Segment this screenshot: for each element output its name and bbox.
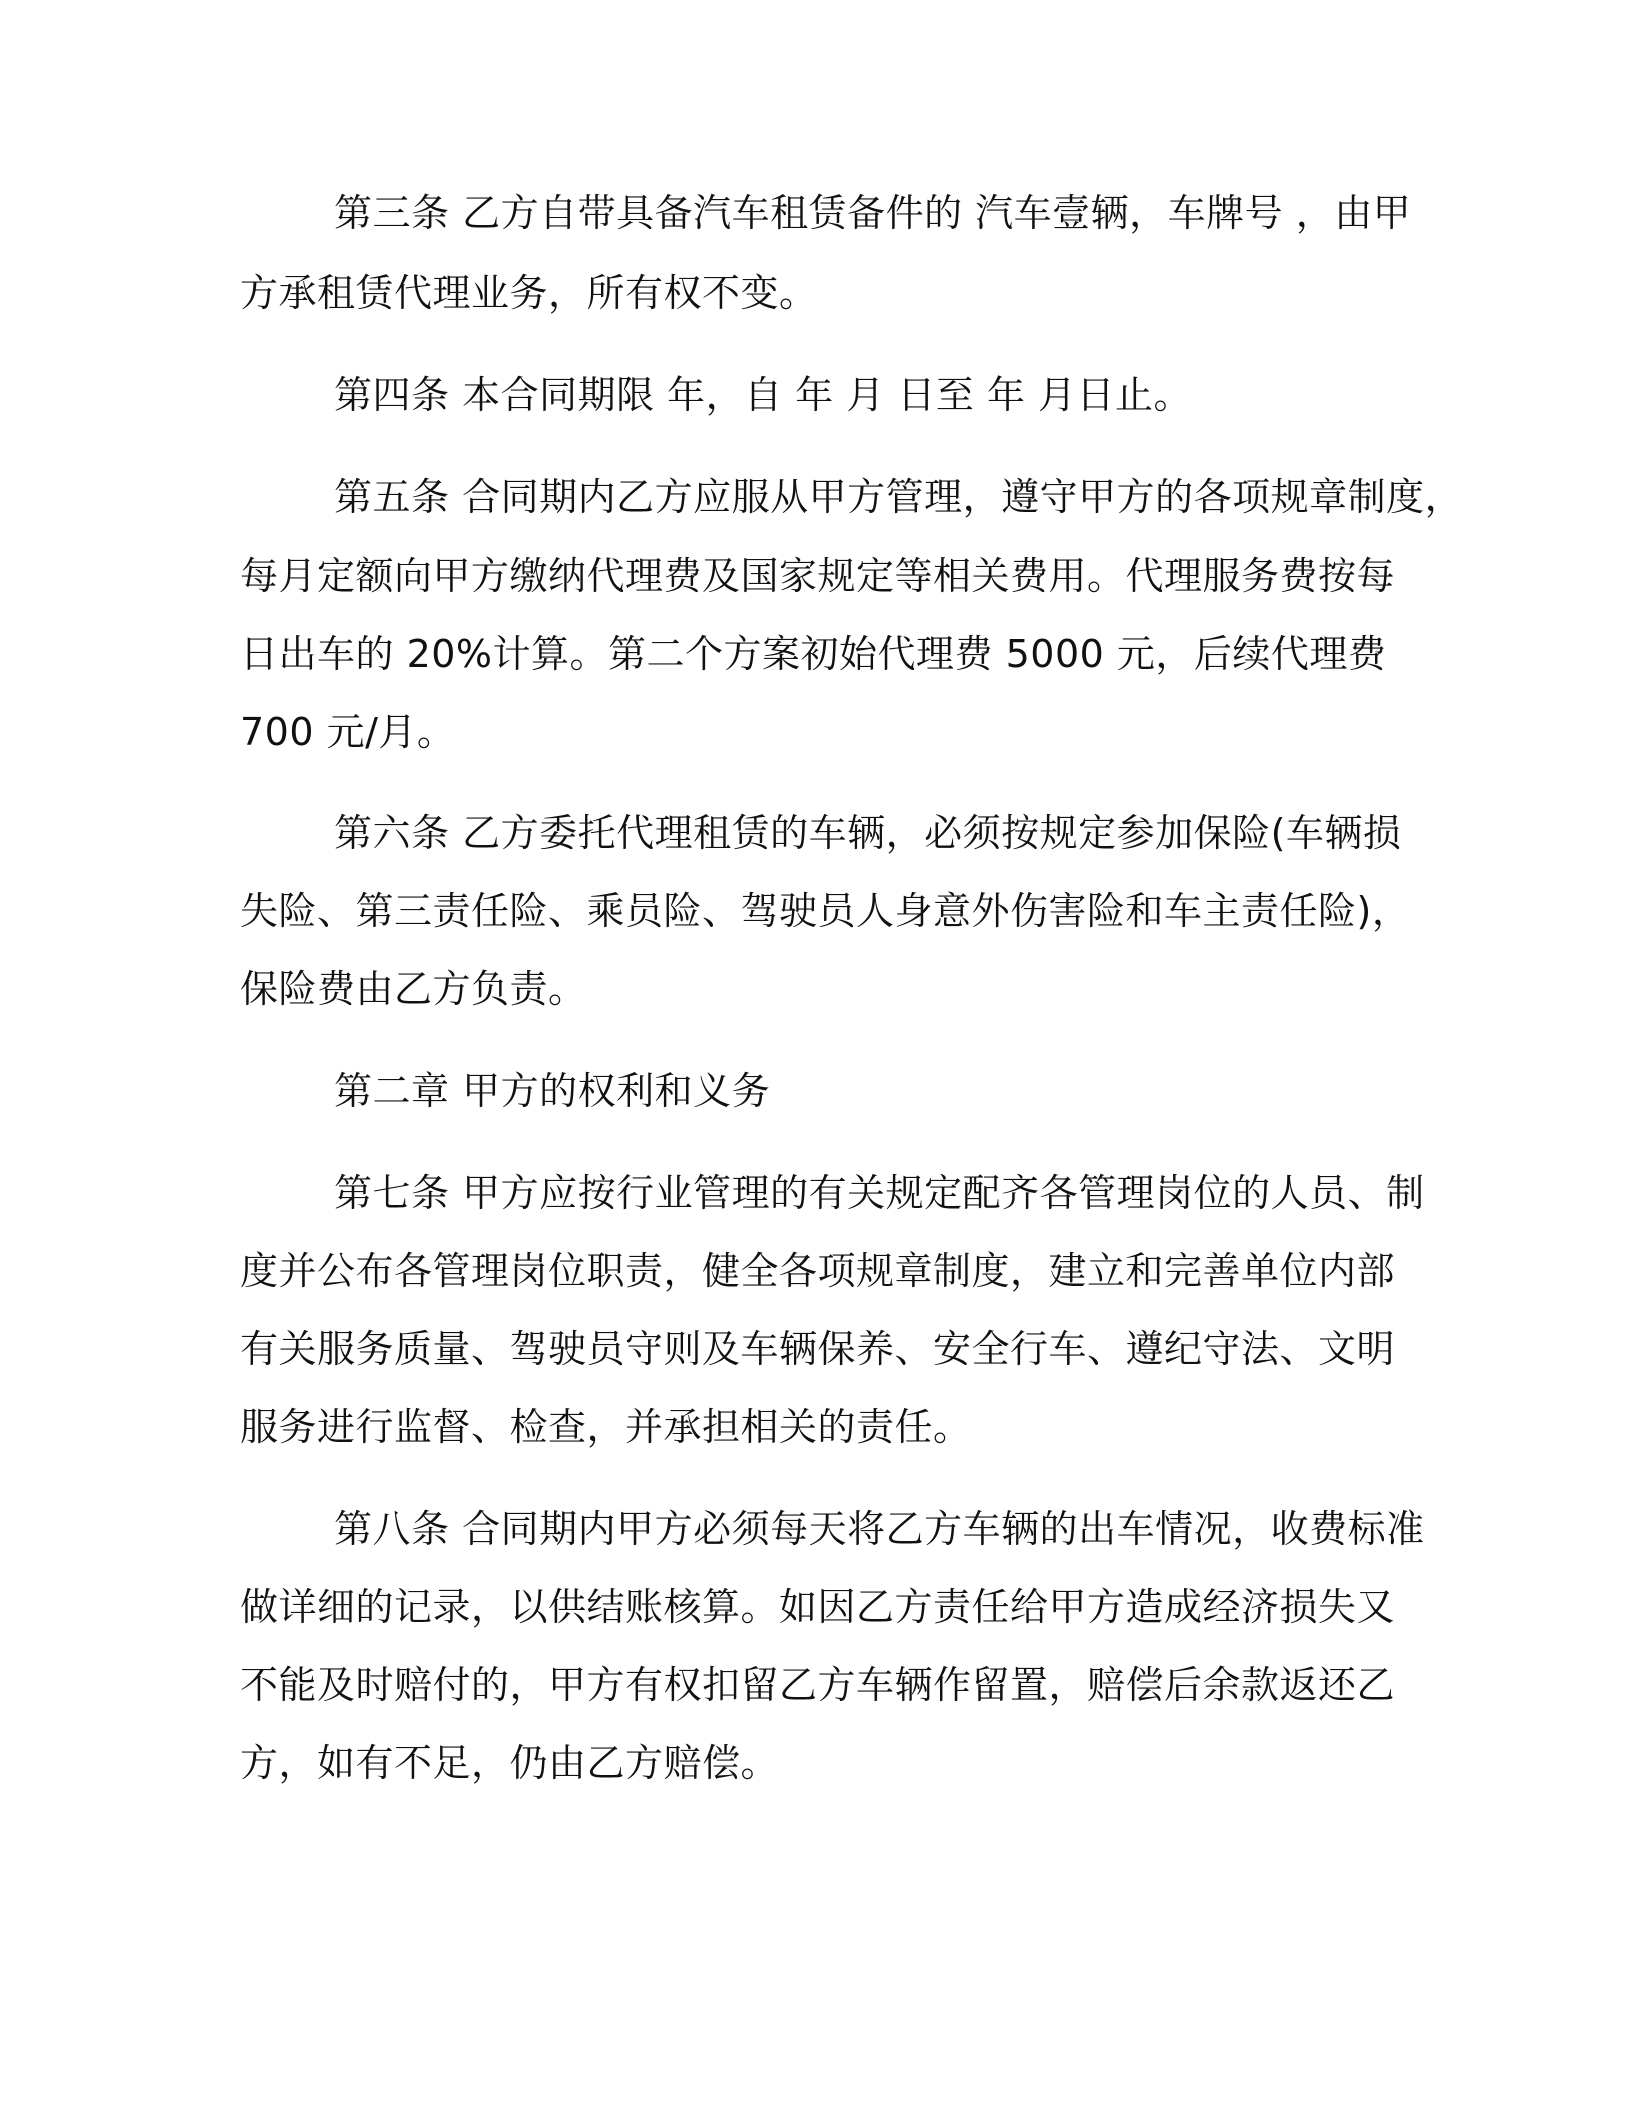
text-line: 每月定额向甲方缴纳代理费及国家规定等相关费用。代理服务费按每 xyxy=(240,554,1396,598)
text-line: 第五条 合同期内乙方应服从甲方管理，遵守甲方的各项规章制度， xyxy=(334,475,1464,519)
text-line: 不能及时赔付的，甲方有权扣留乙方车辆作留置，赔偿后余款返还乙 xyxy=(240,1663,1396,1707)
text-line: 日出车的 20%计算。第二个方案初始代理费 5000 元，后续代理费 xyxy=(240,632,1387,676)
text-line: 有关服务质量、驾驶员守则及车辆保养、安全行车、遵纪守法、文明 xyxy=(240,1327,1396,1371)
text-line: 700 元/月。 xyxy=(240,710,456,754)
chapter-heading: 第二章 甲方的权利和义务 xyxy=(334,1069,771,1113)
text-line: 第三条 乙方自带具备汽车租赁备件的 汽车壹辆，车牌号 ，由甲 xyxy=(334,191,1412,235)
text-line: 方承租赁代理业务，所有权不变。 xyxy=(240,271,818,315)
text-line: 第八条 合同期内甲方必须每天将乙方车辆的出车情况，收费标准 xyxy=(334,1507,1425,1551)
text-line: 方，如有不足，仍由乙方赔偿。 xyxy=(240,1741,780,1785)
text-line: 第七条 甲方应按行业管理的有关规定配齐各管理岗位的人员、制 xyxy=(334,1171,1425,1215)
text-line: 失险、第三责任险、乘员险、驾驶员人身意外伤害险和车主责任险)， xyxy=(240,889,1411,933)
text-line: 服务进行监督、检查，并承担相关的责任。 xyxy=(240,1405,972,1449)
text-line: 度并公布各管理岗位职责，健全各项规章制度，建立和完善单位内部 xyxy=(240,1249,1396,1293)
text-line: 第六条 乙方委托代理租赁的车辆，必须按规定参加保险(车辆损 xyxy=(334,811,1402,855)
text-line: 第四条 本合同期限 年，自 年 月 日至 年 月日止。 xyxy=(334,373,1193,417)
text-line: 保险费由乙方负责。 xyxy=(240,967,587,1011)
text-line: 做详细的记录，以供结账核算。如因乙方责任给甲方造成经济损失又 xyxy=(240,1585,1396,1629)
